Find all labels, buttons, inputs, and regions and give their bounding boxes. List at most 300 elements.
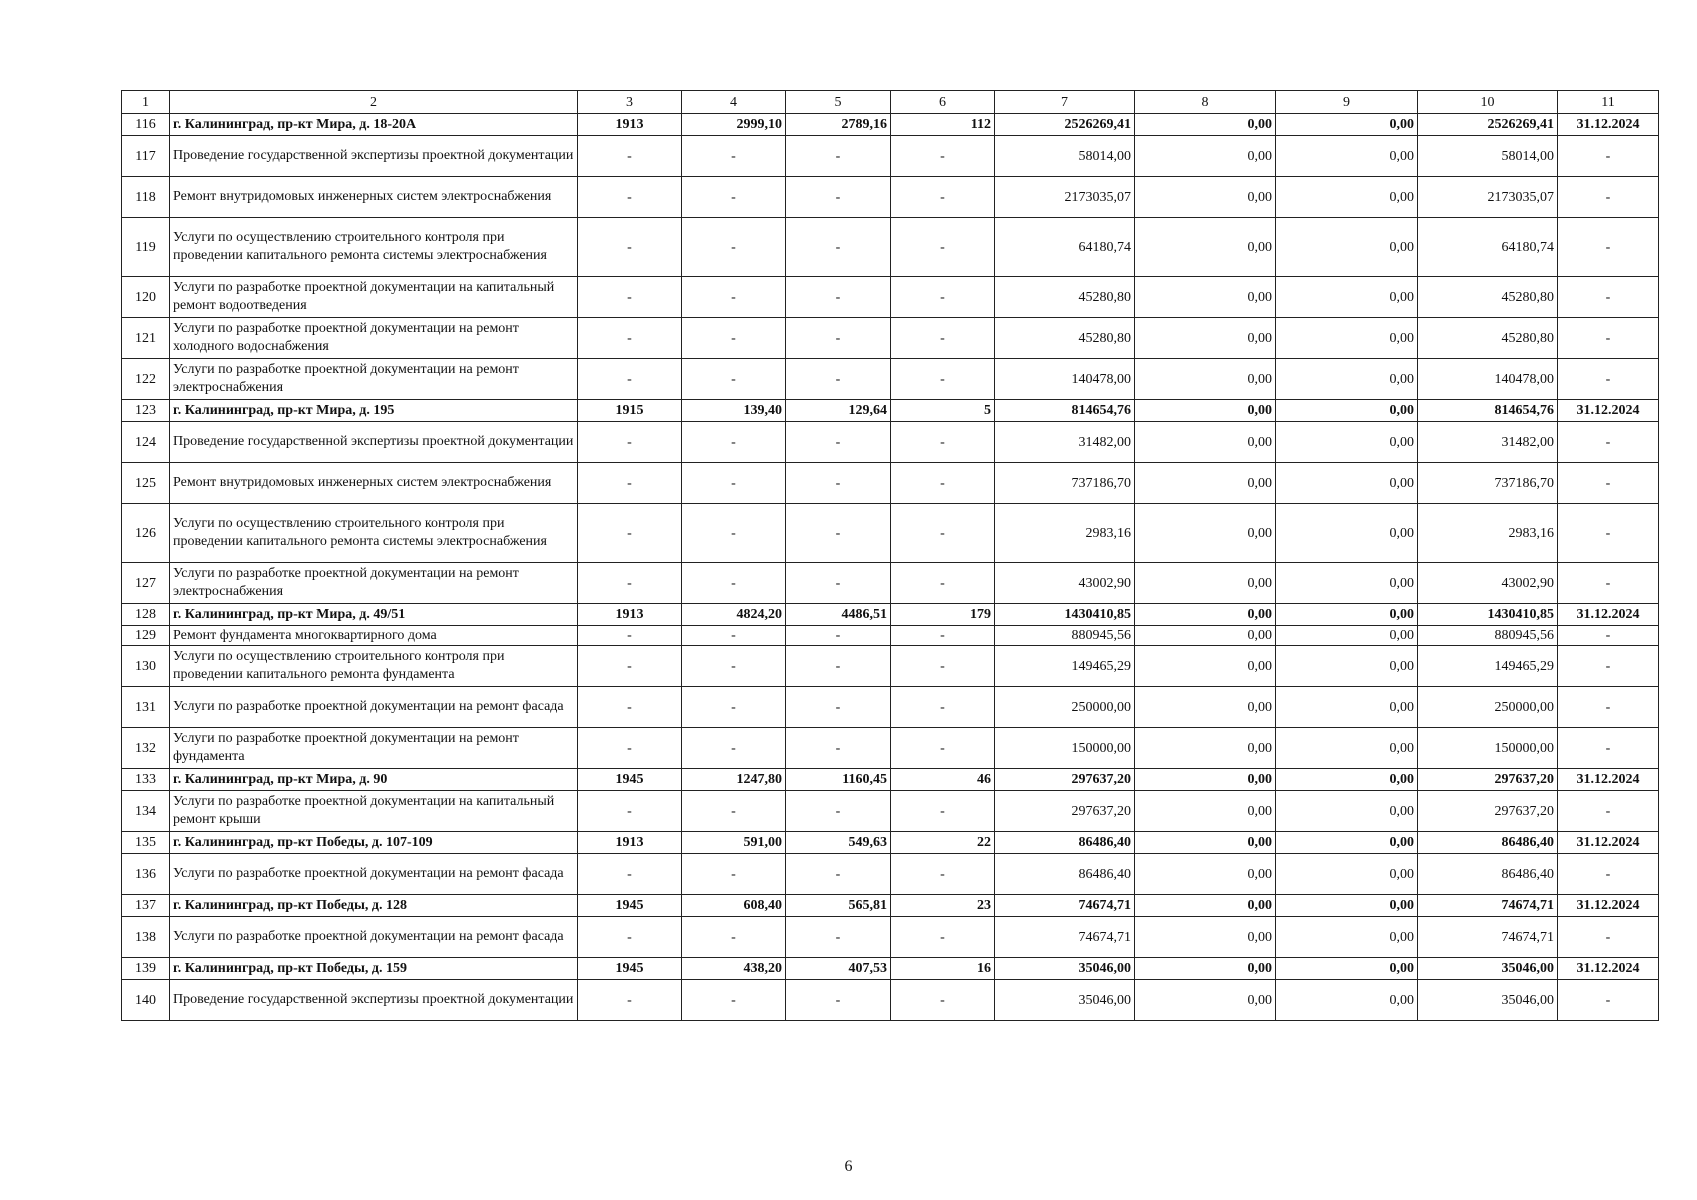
row-number-cell: 131 <box>122 687 170 728</box>
col5-cell: - <box>786 791 891 832</box>
col4-cell: 2999,10 <box>682 114 786 136</box>
work-item-row <box>122 463 1659 504</box>
deadline-cell: - <box>1558 563 1659 604</box>
col4-cell: - <box>682 422 786 463</box>
col5-cell: 1160,45 <box>786 769 891 791</box>
deadline-cell: - <box>1558 277 1659 318</box>
col5-cell: 2789,16 <box>786 114 891 136</box>
header-cell: 8 <box>1135 91 1276 114</box>
header-cell: 5 <box>786 91 891 114</box>
col9-cell: 0,00 <box>1276 318 1418 359</box>
total-cost-cell: 31482,00 <box>995 422 1135 463</box>
col9-cell: 0,00 <box>1276 728 1418 769</box>
col6-cell: 46 <box>891 769 995 791</box>
col10-cell: 35046,00 <box>1418 958 1558 980</box>
header-cell: 7 <box>995 91 1135 114</box>
row-number-cell: 129 <box>122 626 170 646</box>
description-cell: Услуги по осуществлению строительного контроля при проведении капитального ремонта системы электроснабжения <box>170 218 578 277</box>
col6-cell: - <box>891 917 995 958</box>
deadline-cell: - <box>1558 463 1659 504</box>
work-item-row <box>122 359 1659 400</box>
col9-cell: 0,00 <box>1276 563 1418 604</box>
year-cell: - <box>578 791 682 832</box>
col5-cell: 4486,51 <box>786 604 891 626</box>
year-cell: - <box>578 177 682 218</box>
total-cost-cell: 2983,16 <box>995 504 1135 563</box>
col6-cell: - <box>891 646 995 687</box>
row-number-cell: 130 <box>122 646 170 687</box>
col5-cell: - <box>786 318 891 359</box>
col10-cell: 814654,76 <box>1418 400 1558 422</box>
header-cell: 3 <box>578 91 682 114</box>
col8-cell: 0,00 <box>1135 318 1276 359</box>
col5-cell: - <box>786 177 891 218</box>
year-cell: - <box>578 277 682 318</box>
col6-cell: - <box>891 504 995 563</box>
row-number-cell: 126 <box>122 504 170 563</box>
col9-cell: 0,00 <box>1276 917 1418 958</box>
col9-cell: 0,00 <box>1276 604 1418 626</box>
col5-cell: - <box>786 504 891 563</box>
total-cost-cell: 149465,29 <box>995 646 1135 687</box>
deadline-cell: 31.12.2024 <box>1558 400 1659 422</box>
year-cell: - <box>578 854 682 895</box>
work-item-row <box>122 854 1659 895</box>
col9-cell: 0,00 <box>1276 791 1418 832</box>
col8-cell: 0,00 <box>1135 728 1276 769</box>
col6-cell: - <box>891 980 995 1021</box>
col6-cell: - <box>891 136 995 177</box>
row-number-cell: 124 <box>122 422 170 463</box>
description-cell: г. Калининград, пр-кт Мира, д. 195 <box>170 400 578 422</box>
deadline-cell: 31.12.2024 <box>1558 604 1659 626</box>
col4-cell: 4824,20 <box>682 604 786 626</box>
col10-cell: 64180,74 <box>1418 218 1558 277</box>
col4-cell: - <box>682 854 786 895</box>
col9-cell: 0,00 <box>1276 422 1418 463</box>
address-row <box>122 769 1659 791</box>
col9-cell: 0,00 <box>1276 769 1418 791</box>
col10-cell: 140478,00 <box>1418 359 1558 400</box>
work-item-row <box>122 646 1659 687</box>
year-cell: 1913 <box>578 832 682 854</box>
col5-cell: - <box>786 136 891 177</box>
col4-cell: 438,20 <box>682 958 786 980</box>
col8-cell: 0,00 <box>1135 359 1276 400</box>
row-number-cell: 132 <box>122 728 170 769</box>
deadline-cell: - <box>1558 687 1659 728</box>
col10-cell: 297637,20 <box>1418 791 1558 832</box>
col4-cell: - <box>682 504 786 563</box>
page-number: 6 <box>844 1158 853 1175</box>
col4-cell: - <box>682 917 786 958</box>
row-number-cell: 118 <box>122 177 170 218</box>
col8-cell: 0,00 <box>1135 604 1276 626</box>
col6-cell: 112 <box>891 114 995 136</box>
year-cell: - <box>578 218 682 277</box>
total-cost-cell: 880945,56 <box>995 626 1135 646</box>
row-number-cell: 137 <box>122 895 170 917</box>
total-cost-cell: 1430410,85 <box>995 604 1135 626</box>
col9-cell: 0,00 <box>1276 958 1418 980</box>
col6-cell: 5 <box>891 400 995 422</box>
total-cost-cell: 43002,90 <box>995 563 1135 604</box>
header-cell: 10 <box>1418 91 1558 114</box>
row-number-cell: 125 <box>122 463 170 504</box>
work-item-row <box>122 687 1659 728</box>
year-cell: 1913 <box>578 114 682 136</box>
col8-cell: 0,00 <box>1135 854 1276 895</box>
row-number-cell: 140 <box>122 980 170 1021</box>
deadline-cell: - <box>1558 917 1659 958</box>
col10-cell: 43002,90 <box>1418 563 1558 604</box>
col8-cell: 0,00 <box>1135 114 1276 136</box>
year-cell: - <box>578 728 682 769</box>
col9-cell: 0,00 <box>1276 980 1418 1021</box>
col4-cell: - <box>682 277 786 318</box>
description-cell: Услуги по разработке проектной документации на ремонт фасада <box>170 854 578 895</box>
work-item-row <box>122 504 1659 563</box>
total-cost-cell: 45280,80 <box>995 318 1135 359</box>
year-cell: - <box>578 687 682 728</box>
col4-cell: - <box>682 136 786 177</box>
col10-cell: 35046,00 <box>1418 980 1558 1021</box>
col6-cell: 22 <box>891 832 995 854</box>
col5-cell: - <box>786 422 891 463</box>
row-number-cell: 128 <box>122 604 170 626</box>
col5-cell: - <box>786 646 891 687</box>
col10-cell: 150000,00 <box>1418 728 1558 769</box>
col8-cell: 0,00 <box>1135 958 1276 980</box>
col4-cell: 608,40 <box>682 895 786 917</box>
total-cost-cell: 86486,40 <box>995 832 1135 854</box>
col5-cell: 129,64 <box>786 400 891 422</box>
col8-cell: 0,00 <box>1135 504 1276 563</box>
description-cell: Услуги по разработке проектной документации на капитальный ремонт крыши <box>170 791 578 832</box>
col5-cell: - <box>786 626 891 646</box>
col8-cell: 0,00 <box>1135 895 1276 917</box>
col5-cell: - <box>786 359 891 400</box>
description-cell: г. Калининград, пр-кт Победы, д. 128 <box>170 895 578 917</box>
row-number-cell: 121 <box>122 318 170 359</box>
row-number-cell: 123 <box>122 400 170 422</box>
row-number-cell: 120 <box>122 277 170 318</box>
deadline-cell: - <box>1558 504 1659 563</box>
col8-cell: 0,00 <box>1135 218 1276 277</box>
col8-cell: 0,00 <box>1135 400 1276 422</box>
total-cost-cell: 2526269,41 <box>995 114 1135 136</box>
col9-cell: 0,00 <box>1276 504 1418 563</box>
deadline-cell: - <box>1558 359 1659 400</box>
row-number-cell: 139 <box>122 958 170 980</box>
col10-cell: 2983,16 <box>1418 504 1558 563</box>
header-cell: 11 <box>1558 91 1659 114</box>
col6-cell: - <box>891 422 995 463</box>
year-cell: - <box>578 646 682 687</box>
year-cell: - <box>578 318 682 359</box>
year-cell: 1945 <box>578 769 682 791</box>
col8-cell: 0,00 <box>1135 563 1276 604</box>
total-cost-cell: 58014,00 <box>995 136 1135 177</box>
row-number-cell: 127 <box>122 563 170 604</box>
col9-cell: 0,00 <box>1276 277 1418 318</box>
header-cell: 2 <box>170 91 578 114</box>
deadline-cell: - <box>1558 980 1659 1021</box>
year-cell: - <box>578 422 682 463</box>
col6-cell: - <box>891 463 995 504</box>
year-cell: - <box>578 917 682 958</box>
col4-cell: 139,40 <box>682 400 786 422</box>
total-cost-cell: 297637,20 <box>995 769 1135 791</box>
year-cell: - <box>578 504 682 563</box>
col9-cell: 0,00 <box>1276 463 1418 504</box>
description-cell: Ремонт внутридомовых инженерных систем электроснабжения <box>170 177 578 218</box>
description-cell: Проведение государственной экспертизы проектной документации <box>170 422 578 463</box>
col8-cell: 0,00 <box>1135 422 1276 463</box>
total-cost-cell: 86486,40 <box>995 854 1135 895</box>
col4-cell: 1247,80 <box>682 769 786 791</box>
col8-cell: 0,00 <box>1135 136 1276 177</box>
address-row <box>122 400 1659 422</box>
row-number-cell: 135 <box>122 832 170 854</box>
total-cost-cell: 140478,00 <box>995 359 1135 400</box>
deadline-cell: 31.12.2024 <box>1558 114 1659 136</box>
col4-cell: - <box>682 646 786 687</box>
col8-cell: 0,00 <box>1135 646 1276 687</box>
col6-cell: 179 <box>891 604 995 626</box>
column-number-header-row <box>122 91 1659 114</box>
year-cell: 1913 <box>578 604 682 626</box>
work-item-row <box>122 917 1659 958</box>
col4-cell: - <box>682 980 786 1021</box>
row-number-cell: 122 <box>122 359 170 400</box>
col8-cell: 0,00 <box>1135 626 1276 646</box>
description-cell: Ремонт фундамента многоквартирного дома <box>170 626 578 646</box>
col9-cell: 0,00 <box>1276 359 1418 400</box>
year-cell: 1915 <box>578 400 682 422</box>
year-cell: - <box>578 463 682 504</box>
row-number-cell: 134 <box>122 791 170 832</box>
col10-cell: 45280,80 <box>1418 277 1558 318</box>
description-cell: Проведение государственной экспертизы проектной документации <box>170 980 578 1021</box>
col10-cell: 58014,00 <box>1418 136 1558 177</box>
deadline-cell: - <box>1558 791 1659 832</box>
col6-cell: - <box>891 687 995 728</box>
deadline-cell: - <box>1558 318 1659 359</box>
work-item-row <box>122 136 1659 177</box>
col5-cell: 549,63 <box>786 832 891 854</box>
address-row <box>122 832 1659 854</box>
col10-cell: 297637,20 <box>1418 769 1558 791</box>
col6-cell: - <box>891 218 995 277</box>
description-cell: г. Калининград, пр-кт Мира, д. 90 <box>170 769 578 791</box>
year-cell: - <box>578 626 682 646</box>
col8-cell: 0,00 <box>1135 832 1276 854</box>
col9-cell: 0,00 <box>1276 832 1418 854</box>
total-cost-cell: 150000,00 <box>995 728 1135 769</box>
col8-cell: 0,00 <box>1135 917 1276 958</box>
deadline-cell: - <box>1558 422 1659 463</box>
deadline-cell: - <box>1558 646 1659 687</box>
header-cell: 4 <box>682 91 786 114</box>
col4-cell: - <box>682 218 786 277</box>
total-cost-cell: 64180,74 <box>995 218 1135 277</box>
col4-cell: - <box>682 687 786 728</box>
header-cell: 6 <box>891 91 995 114</box>
col10-cell: 45280,80 <box>1418 318 1558 359</box>
description-cell: Услуги по осуществлению строительного контроля при проведении капитального ремонта системы электроснабжения <box>170 504 578 563</box>
work-item-row <box>122 626 1659 646</box>
work-item-row <box>122 422 1659 463</box>
description-cell: Услуги по разработке проектной документации на ремонт электроснабжения <box>170 359 578 400</box>
col10-cell: 737186,70 <box>1418 463 1558 504</box>
col9-cell: 0,00 <box>1276 687 1418 728</box>
work-item-row <box>122 177 1659 218</box>
col10-cell: 31482,00 <box>1418 422 1558 463</box>
year-cell: - <box>578 136 682 177</box>
col4-cell: - <box>682 728 786 769</box>
col4-cell: - <box>682 359 786 400</box>
deadline-cell: - <box>1558 854 1659 895</box>
col10-cell: 2173035,07 <box>1418 177 1558 218</box>
description-cell: Услуги по разработке проектной документации на капитальный ремонт водоотведения <box>170 277 578 318</box>
col6-cell: - <box>891 277 995 318</box>
col4-cell: - <box>682 791 786 832</box>
col5-cell: - <box>786 728 891 769</box>
row-number-cell: 119 <box>122 218 170 277</box>
col9-cell: 0,00 <box>1276 895 1418 917</box>
deadline-cell: - <box>1558 728 1659 769</box>
col8-cell: 0,00 <box>1135 463 1276 504</box>
col5-cell: 565,81 <box>786 895 891 917</box>
year-cell: 1945 <box>578 958 682 980</box>
col6-cell: - <box>891 359 995 400</box>
work-item-row <box>122 277 1659 318</box>
total-cost-cell: 45280,80 <box>995 277 1135 318</box>
col4-cell: - <box>682 318 786 359</box>
work-item-row <box>122 728 1659 769</box>
row-number-cell: 136 <box>122 854 170 895</box>
address-row <box>122 895 1659 917</box>
description-cell: Услуги по разработке проектной документации на ремонт электроснабжения <box>170 563 578 604</box>
address-row <box>122 114 1659 136</box>
col4-cell: - <box>682 463 786 504</box>
description-cell: Проведение государственной экспертизы проектной документации <box>170 136 578 177</box>
deadline-cell: 31.12.2024 <box>1558 769 1659 791</box>
col6-cell: - <box>891 626 995 646</box>
col8-cell: 0,00 <box>1135 177 1276 218</box>
work-item-row <box>122 791 1659 832</box>
capital-repair-table <box>121 90 1659 1021</box>
deadline-cell: - <box>1558 626 1659 646</box>
row-number-cell: 117 <box>122 136 170 177</box>
address-row <box>122 604 1659 626</box>
col5-cell: 407,53 <box>786 958 891 980</box>
col8-cell: 0,00 <box>1135 791 1276 832</box>
col4-cell: - <box>682 177 786 218</box>
col5-cell: - <box>786 563 891 604</box>
col5-cell: - <box>786 917 891 958</box>
col10-cell: 2526269,41 <box>1418 114 1558 136</box>
col8-cell: 0,00 <box>1135 769 1276 791</box>
total-cost-cell: 250000,00 <box>995 687 1135 728</box>
description-cell: Услуги по разработке проектной документации на ремонт фундамента <box>170 728 578 769</box>
col6-cell: - <box>891 177 995 218</box>
col5-cell: - <box>786 463 891 504</box>
description-cell: Услуги по разработке проектной документации на ремонт фасада <box>170 687 578 728</box>
total-cost-cell: 2173035,07 <box>995 177 1135 218</box>
deadline-cell: - <box>1558 177 1659 218</box>
year-cell: - <box>578 980 682 1021</box>
deadline-cell: - <box>1558 136 1659 177</box>
col4-cell: 591,00 <box>682 832 786 854</box>
col10-cell: 149465,29 <box>1418 646 1558 687</box>
work-item-row <box>122 980 1659 1021</box>
total-cost-cell: 297637,20 <box>995 791 1135 832</box>
year-cell: 1945 <box>578 895 682 917</box>
header-cell: 1 <box>122 91 170 114</box>
col9-cell: 0,00 <box>1276 854 1418 895</box>
col5-cell: - <box>786 687 891 728</box>
col5-cell: - <box>786 218 891 277</box>
col4-cell: - <box>682 563 786 604</box>
col8-cell: 0,00 <box>1135 687 1276 728</box>
row-number-cell: 133 <box>122 769 170 791</box>
col5-cell: - <box>786 854 891 895</box>
total-cost-cell: 74674,71 <box>995 895 1135 917</box>
col9-cell: 0,00 <box>1276 136 1418 177</box>
col10-cell: 1430410,85 <box>1418 604 1558 626</box>
total-cost-cell: 814654,76 <box>995 400 1135 422</box>
description-cell: Услуги по осуществлению строительного контроля при проведении капитального ремонта фундамента <box>170 646 578 687</box>
description-cell: г. Калининград, пр-кт Мира, д. 49/51 <box>170 604 578 626</box>
col6-cell: - <box>891 791 995 832</box>
col9-cell: 0,00 <box>1276 646 1418 687</box>
row-number-cell: 116 <box>122 114 170 136</box>
col9-cell: 0,00 <box>1276 114 1418 136</box>
col6-cell: - <box>891 854 995 895</box>
col9-cell: 0,00 <box>1276 218 1418 277</box>
total-cost-cell: 35046,00 <box>995 980 1135 1021</box>
row-number-cell: 138 <box>122 917 170 958</box>
work-item-row <box>122 318 1659 359</box>
col10-cell: 86486,40 <box>1418 854 1558 895</box>
work-item-row <box>122 218 1659 277</box>
col6-cell: - <box>891 318 995 359</box>
col9-cell: 0,00 <box>1276 626 1418 646</box>
col6-cell: - <box>891 563 995 604</box>
col8-cell: 0,00 <box>1135 277 1276 318</box>
total-cost-cell: 35046,00 <box>995 958 1135 980</box>
col5-cell: - <box>786 980 891 1021</box>
work-item-row <box>122 563 1659 604</box>
col5-cell: - <box>786 277 891 318</box>
total-cost-cell: 737186,70 <box>995 463 1135 504</box>
col6-cell: - <box>891 728 995 769</box>
description-cell: Ремонт внутридомовых инженерных систем электроснабжения <box>170 463 578 504</box>
description-cell: г. Калининград, пр-кт Победы, д. 107-109 <box>170 832 578 854</box>
address-row <box>122 958 1659 980</box>
col8-cell: 0,00 <box>1135 980 1276 1021</box>
description-cell: Услуги по разработке проектной документации на ремонт холодного водоснабжения <box>170 318 578 359</box>
description-cell: г. Калининград, пр-кт Победы, д. 159 <box>170 958 578 980</box>
col10-cell: 74674,71 <box>1418 895 1558 917</box>
year-cell: - <box>578 359 682 400</box>
header-cell: 9 <box>1276 91 1418 114</box>
col9-cell: 0,00 <box>1276 400 1418 422</box>
col10-cell: 86486,40 <box>1418 832 1558 854</box>
col10-cell: 880945,56 <box>1418 626 1558 646</box>
